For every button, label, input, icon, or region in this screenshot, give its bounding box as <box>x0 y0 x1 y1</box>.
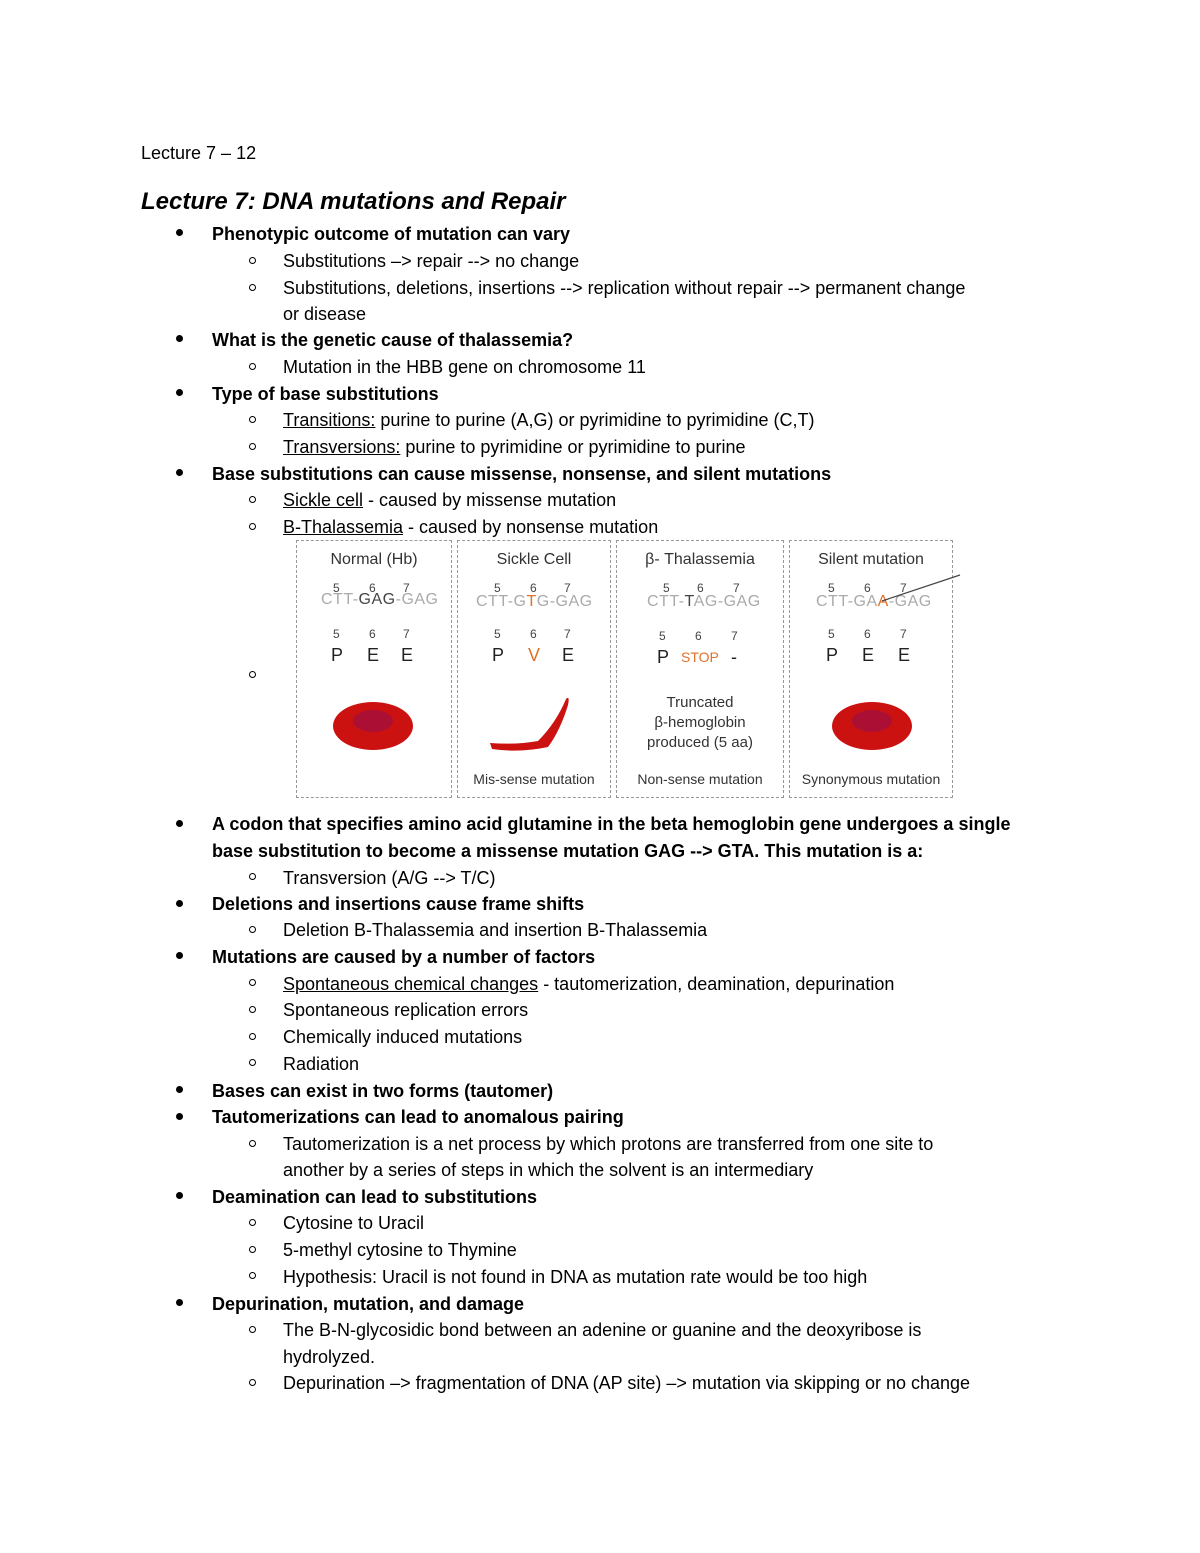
codon-number: 7 <box>900 627 907 641</box>
list-item-continued: or disease <box>283 304 367 324</box>
list-item <box>283 488 616 512</box>
codon-number: 7 <box>564 627 571 641</box>
codon-number: 6 <box>530 627 537 641</box>
list-item: Chemically induced mutations <box>283 1027 523 1047</box>
codon-number: 5 <box>333 627 340 641</box>
codon-number: 7 <box>403 627 410 641</box>
circle-bullet-icon <box>249 1006 256 1013</box>
amino-acid: E <box>862 645 875 665</box>
codon-number: 7 <box>564 581 571 595</box>
list-item: Phenotypic outcome of mutation can vary <box>212 224 571 244</box>
list-item: Deamination can lead to substitutions <box>212 1187 538 1207</box>
circle-bullet-icon <box>249 523 256 530</box>
circle-bullet-icon <box>249 1140 256 1147</box>
definition: - caused by nonsense mutation <box>403 517 659 537</box>
list-item: Radiation <box>283 1054 360 1074</box>
term-b-thalassemia: B-Thalassemia <box>283 517 404 537</box>
term-transversions: Transversions: <box>283 437 401 457</box>
amino-acid: E <box>367 645 380 665</box>
list-item: A codon that specifies amino acid glutamine in the beta hemoglobin gene undergoes a single <box>212 814 1011 834</box>
codon-number: 5 <box>663 581 670 595</box>
list-item <box>283 515 658 539</box>
bullet-icon <box>176 469 183 476</box>
list-item: The B-N-glycosidic bond between an adenine or guanine and the deoxyribose is <box>283 1320 922 1340</box>
circle-bullet-icon <box>249 284 256 291</box>
list-item: Mutation in the HBB gene on chromosome 11 <box>283 357 646 377</box>
panel-title: Normal (Hb) <box>330 551 418 568</box>
sickle-cell-icon <box>486 693 572 753</box>
term-sickle-cell: Sickle cell <box>283 490 364 510</box>
circle-bullet-icon <box>249 1379 256 1386</box>
red-blood-cell-icon <box>830 701 914 751</box>
dna-sequence: CTT-GTG-GAG <box>476 593 593 610</box>
panel-caption: Mis-sense mutation <box>473 771 595 787</box>
circle-bullet-icon <box>249 671 256 678</box>
list-item: Depurination, mutation, and damage <box>212 1294 525 1314</box>
panel-silent-mutation <box>789 540 953 798</box>
codon-number: 6 <box>369 581 376 595</box>
panel-caption: Non-sense mutation <box>637 771 763 787</box>
codon-number: 6 <box>864 581 871 595</box>
definition: purine to pyrimidine or pyrimidine to purine <box>400 437 746 457</box>
amino-acid: P <box>657 647 670 667</box>
page-header: Lecture 7 – 12 <box>141 143 257 163</box>
codon-number: 5 <box>828 627 835 641</box>
bullet-icon <box>176 229 183 236</box>
bullet-icon <box>176 335 183 342</box>
amino-acid: E <box>898 645 911 665</box>
lecture-title: Lecture 7: DNA mutations and Repair <box>141 188 566 215</box>
circle-bullet-icon <box>249 1219 256 1226</box>
circle-bullet-icon <box>249 363 256 370</box>
list-item: Deletion B-Thalassemia and insertion B-Thalassemia <box>283 920 708 940</box>
definition: purine to purine (A,G) or pyrimidine to pyrimidine (C,T) <box>375 410 815 430</box>
circle-bullet-icon <box>249 926 256 933</box>
list-item-continued: base substitution to become a missense mutation GAG --> GTA. This mutation is a: <box>212 841 924 861</box>
red-blood-cell-icon <box>331 701 415 751</box>
circle-bullet-icon <box>249 257 256 264</box>
list-item: Tautomerizations can lead to anomalous pairing <box>212 1107 624 1127</box>
circle-bullet-icon <box>249 1326 256 1333</box>
panel-caption: Synonymous mutation <box>801 771 941 787</box>
list-item: Mutations are caused by a number of factors <box>212 947 596 967</box>
bullet-icon <box>176 952 183 959</box>
list-item: Base substitutions can cause missense, nonsense, and silent mutations <box>212 464 832 484</box>
codon-number: 5 <box>494 627 501 641</box>
amino-acid-stop: STOP <box>681 649 719 665</box>
panel-normal <box>296 540 452 798</box>
bullet-icon <box>176 1086 183 1093</box>
codon-number: 6 <box>864 627 871 641</box>
codon-number: 5 <box>659 629 666 643</box>
list-item <box>283 972 894 996</box>
circle-bullet-icon <box>249 416 256 423</box>
list-item: 5-methyl cytosine to Thymine <box>283 1240 517 1260</box>
panel-sickle-cell <box>457 540 611 798</box>
amino-acid: P <box>826 645 839 665</box>
list-item <box>283 435 746 459</box>
list-item: Substitutions, deletions, insertions --> replication without repair --> permanent change <box>283 278 966 298</box>
list-item: Tautomerization is a net process by which protons are transferred from one site to <box>283 1134 934 1154</box>
amino-acid: V <box>528 645 541 665</box>
codon-number: 6 <box>530 581 537 595</box>
bullet-icon <box>176 389 183 396</box>
codon-number: 7 <box>403 581 410 595</box>
term-transitions: Transitions: <box>283 410 376 430</box>
amino-acid: P <box>331 645 344 665</box>
circle-bullet-icon <box>249 1059 256 1066</box>
amino-acid: - <box>731 647 737 667</box>
codon-number: 5 <box>494 581 501 595</box>
dna-sequence: CTT-TAG-GAG <box>647 593 761 610</box>
circle-bullet-icon <box>249 496 256 503</box>
list-item: Type of base substitutions <box>212 384 439 404</box>
list-item: Cytosine to Uracil <box>283 1213 425 1233</box>
definition: - tautomerization, deamination, depurination <box>538 974 895 994</box>
list-item: Hypothesis: Uracil is not found in DNA as mutation rate would be too high <box>283 1267 868 1287</box>
list-item: Bases can exist in two forms (tautomer) <box>212 1081 554 1101</box>
truncated-note: Truncated β-hemoglobin produced (5 aa) <box>647 694 753 751</box>
list-item: Spontaneous replication errors <box>283 1000 529 1020</box>
list-item: Transversion (A/G --> T/C) <box>283 868 496 888</box>
circle-bullet-icon <box>249 1246 256 1253</box>
bullet-icon <box>176 900 183 907</box>
list-item-continued: another by a series of steps in which the solvent is an intermediary <box>283 1160 814 1180</box>
panel-title: Sickle Cell <box>496 551 572 568</box>
mutation-figure <box>296 540 966 802</box>
amino-acid: P <box>492 645 505 665</box>
codon-number: 5 <box>828 581 835 595</box>
codon-number: 7 <box>733 581 740 595</box>
list-item: Deletions and insertions cause frame shifts <box>212 894 585 914</box>
circle-bullet-icon <box>249 1272 256 1279</box>
panel-title: β- Thalassemia <box>645 551 755 568</box>
circle-bullet-icon <box>249 979 256 986</box>
amino-acid: E <box>562 645 575 665</box>
codon-number: 7 <box>900 581 907 595</box>
bullet-icon <box>176 1113 183 1120</box>
term-spontaneous-chemical-changes: Spontaneous chemical changes <box>283 974 539 994</box>
codon-number: 6 <box>369 627 376 641</box>
definition: - caused by missense mutation <box>363 490 617 510</box>
pointer-line-icon <box>880 571 964 611</box>
codon-number: 7 <box>731 629 738 643</box>
list-item <box>283 408 815 432</box>
bullet-icon <box>176 820 183 827</box>
panel-title: Silent mutation <box>818 551 924 568</box>
list-item-continued: hydrolyzed. <box>283 1347 376 1367</box>
codon-number: 6 <box>695 629 702 643</box>
codon-number: 5 <box>333 581 340 595</box>
list-item: Depurination –> fragmentation of DNA (AP site) –> mutation via skipping or no change <box>283 1373 971 1393</box>
bullet-icon <box>176 1192 183 1199</box>
bullet-icon <box>176 1299 183 1306</box>
panel-beta-thalassemia <box>616 540 784 798</box>
list-item: Substitutions –> repair --> no change <box>283 251 580 271</box>
codon-number: 6 <box>697 581 704 595</box>
list-item: What is the genetic cause of thalassemia? <box>212 330 574 350</box>
amino-acid: E <box>401 645 414 665</box>
circle-bullet-icon <box>249 443 256 450</box>
dna-sequence: CTT-GAA-GAG <box>816 593 932 610</box>
circle-bullet-icon <box>249 1033 256 1040</box>
dna-sequence: CTT-GAG-GAG <box>321 591 439 608</box>
circle-bullet-icon <box>249 873 256 880</box>
